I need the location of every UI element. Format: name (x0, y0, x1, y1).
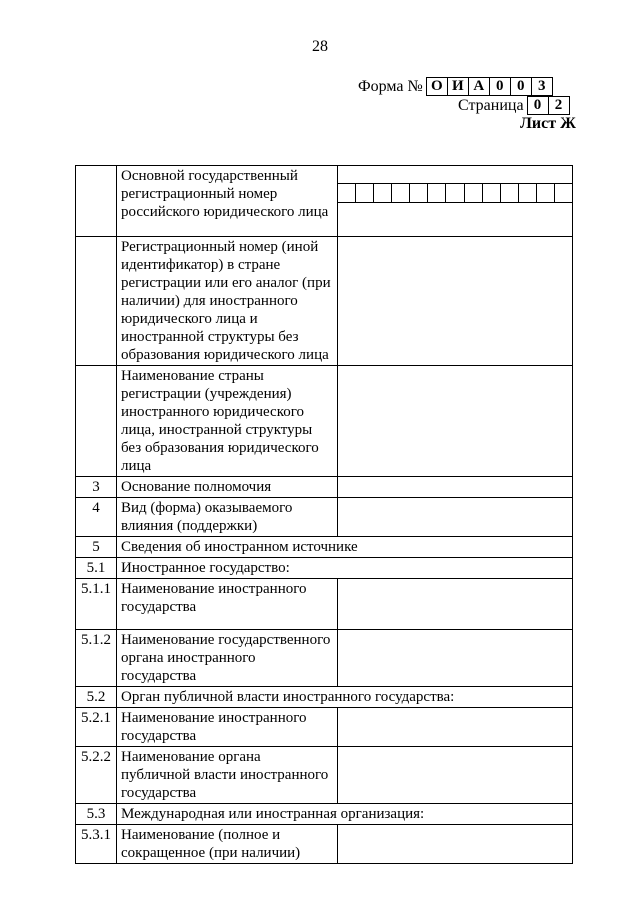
table-row (76, 747, 573, 804)
page-code (527, 96, 570, 115)
page-code-cell: 0 (528, 96, 549, 115)
form-code (426, 77, 553, 96)
section-heading: Иностранное государство: (117, 558, 573, 579)
form-code-cell: И (448, 77, 469, 96)
row-value-field[interactable] (338, 825, 573, 864)
table-row (76, 579, 573, 630)
page-code-cell: 2 (549, 96, 570, 115)
page-number: 28 (312, 38, 328, 55)
table-row (76, 558, 573, 579)
row-label: Наименование (полное и сокращенное (при наличии) (117, 825, 338, 864)
row-number: 3 (76, 477, 117, 498)
section-heading: Сведения об иностранном источнике (117, 537, 573, 558)
table-row (76, 804, 573, 825)
sheet-label: Лист Ж (520, 115, 576, 132)
row-number: 5.1.2 (76, 630, 117, 687)
table-row (76, 366, 573, 477)
row-number: 5.3.1 (76, 825, 117, 864)
table-row (76, 498, 573, 537)
row-label: Основной государственный регистрационный номер российского юридического лица (117, 166, 338, 237)
form-label: Форма № (358, 77, 423, 95)
section-heading: Орган публичной власти иностранного государства: (117, 687, 573, 708)
row-number: 5 (76, 537, 117, 558)
table-row (76, 477, 573, 498)
row-number (76, 366, 117, 477)
row-value-field[interactable] (338, 237, 573, 366)
form-code-cell: 0 (511, 77, 532, 96)
row-label: Наименование страны регистрации (учреждения) иностранного юридического лица, иностранной структуры без образования юридического лица (117, 366, 338, 477)
table-row (76, 537, 573, 558)
row-number: 4 (76, 498, 117, 537)
row-number: 5.1.1 (76, 579, 117, 630)
table-row (76, 237, 573, 366)
row-number (76, 237, 117, 366)
row-number: 5.2.2 (76, 747, 117, 804)
form-table (75, 165, 573, 864)
table-row (76, 687, 573, 708)
row-value-field[interactable] (338, 747, 573, 804)
row-label: Вид (форма) оказываемого влияния (поддержки) (117, 498, 338, 537)
table-row (76, 708, 573, 747)
ogrn-digit-cells[interactable] (338, 183, 572, 203)
row-number: 5.2 (76, 687, 117, 708)
row-number: 5.3 (76, 804, 117, 825)
form-code-cell: 0 (490, 77, 511, 96)
row-label: Наименование иностранного государства (117, 708, 338, 747)
row-value-field[interactable] (338, 630, 573, 687)
form-code-cell: 3 (532, 77, 553, 96)
row-value-field[interactable] (338, 498, 573, 537)
section-heading: Международная или иностранная организация: (117, 804, 573, 825)
row-label: Наименование органа публичной власти иностранного государства (117, 747, 338, 804)
form-code-cell: О (427, 77, 448, 96)
row-label: Регистрационный номер (иной идентификатор) в стране регистрации или его аналог (при наличии) для иностранного юридического лица и иностранной структуры без образования юридического лица (117, 237, 338, 366)
form-number-row (358, 77, 553, 96)
row-number: 5.2.1 (76, 708, 117, 747)
row-value-field[interactable] (338, 579, 573, 630)
row-value-field[interactable] (338, 477, 573, 498)
page-number-row (458, 96, 570, 115)
row-number (76, 166, 117, 237)
ogrn-value-field[interactable] (338, 166, 573, 237)
row-number: 5.1 (76, 558, 117, 579)
form-header (358, 77, 576, 132)
table-row (76, 166, 573, 237)
form-code-cell: А (469, 77, 490, 96)
row-label: Наименование иностранного государства (117, 579, 338, 630)
row-value-field[interactable] (338, 366, 573, 477)
row-value-field[interactable] (338, 708, 573, 747)
page-label: Страница (458, 96, 524, 114)
row-label: Наименование государственного органа иностранного государства (117, 630, 338, 687)
table-row (76, 630, 573, 687)
table-row (76, 825, 573, 864)
row-label: Основание полномочия (117, 477, 338, 498)
